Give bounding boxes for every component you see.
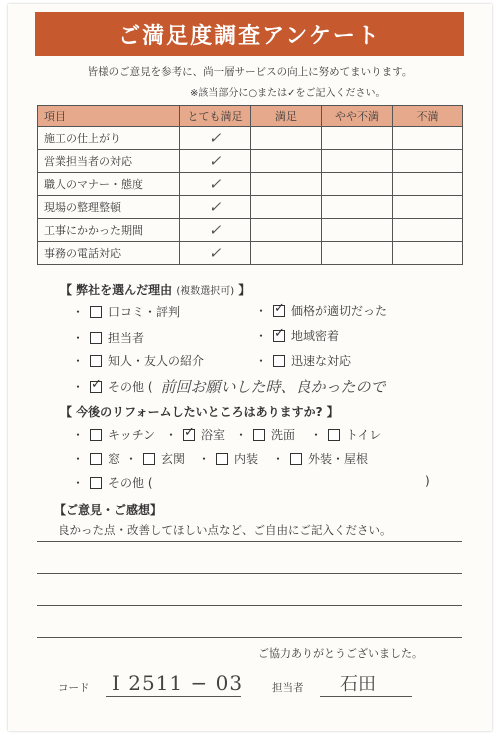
other-reason-handwritten: 前回お願いした時、良かったので [160,378,386,396]
checkbox[interactable] [90,477,102,489]
rating-cell[interactable] [251,196,322,219]
table-row [38,150,463,173]
rating-cell[interactable] [322,150,393,173]
check-mark: ✓ [208,152,222,170]
satisfaction-table [37,105,463,265]
checkbox-checked[interactable] [273,330,285,342]
reform-option-exterior-roof[interactable]: ・ 外装・屋根 [272,452,369,466]
reform-option-window[interactable]: ・ 窓 [72,452,121,466]
rating-cell[interactable] [251,127,322,150]
check-mark: ✓ [208,198,222,216]
rating-cell[interactable] [322,196,393,219]
reform-option-toilet[interactable]: ・ トイレ [310,428,382,442]
header-dissatisfied: 不満 [393,106,463,127]
opinion-heading: 【ご意見・ご感想】 [54,503,163,517]
reform-heading: 【 今後のリフォームしたいところはありますか? 】 [60,405,339,419]
code-underline [106,696,241,697]
rating-cell[interactable] [393,127,463,150]
rating-cell[interactable] [393,196,463,219]
checkbox[interactable] [90,306,102,318]
checkbox[interactable] [90,355,102,367]
header-satisfied: 満足 [251,106,322,127]
rating-cell[interactable] [322,173,393,196]
rating-cell[interactable] [322,127,393,150]
code-value-handwritten: I 2511 − 03 [112,671,244,695]
checkbox[interactable] [90,332,102,344]
table-header-row [38,106,463,127]
reason-option-quick-response[interactable]: ・ 迅速な対応 [255,354,352,368]
checkbox[interactable] [328,429,340,441]
reform-option-other[interactable]: ・ その他 ( [72,476,153,490]
row-item-label: 施工の仕上がり [38,127,180,150]
rating-cell[interactable] [393,173,463,196]
writing-line[interactable] [37,637,462,638]
writing-line[interactable] [37,541,462,542]
checkbox[interactable] [143,453,155,465]
rating-cell[interactable] [180,173,251,196]
checkbox[interactable] [90,429,102,441]
reform-option-entrance[interactable]: ・ 玄関 [125,452,186,466]
reform-option-interior[interactable]: ・ 内装 [198,452,259,466]
staff-underline [320,696,412,697]
rating-cell[interactable] [322,242,393,265]
writing-line[interactable] [37,573,462,574]
opinion-prompt: 良かった点・改善してほしい点など、ご自由にご記入ください。 [58,523,392,537]
code-label: コード [58,682,90,694]
reform-option-bathroom[interactable]: ・ ✓ 浴室 [165,426,225,443]
reform-option-washroom[interactable]: ・ 洗面 [235,428,296,442]
row-item-label: 職人のマナー・態度 [38,173,180,196]
table-row [38,127,463,150]
reason-option-referral[interactable]: ・ 知人・友人の紹介 [72,354,205,368]
checkbox-checked[interactable] [183,429,195,441]
rating-cell[interactable] [393,242,463,265]
reform-option-kitchen[interactable]: ・ キッチン [72,428,156,442]
check-mark: ✓ [208,129,222,147]
table-row [38,242,463,265]
intro-text: 皆様のご意見を参考に、尚一層サービスの向上に努めてまいります。 [87,66,413,78]
table-row [38,173,463,196]
rating-cell[interactable] [180,196,251,219]
reason-option-local[interactable]: ・ ✓ 地域密着 [255,327,339,344]
rating-cell[interactable] [393,150,463,173]
rating-cell[interactable] [393,219,463,242]
check-mark: ✓ [208,221,222,239]
rating-cell[interactable] [180,127,251,150]
checkbox-checked[interactable] [90,381,102,393]
table-row [38,196,463,219]
checkbox[interactable] [290,453,302,465]
survey-title: ご満足度調査アンケート [35,12,464,56]
row-item-label: 工事にかかった期間 [38,219,180,242]
row-item-label: 営業担当者の対応 [38,150,180,173]
reform-other-close-paren: ) [425,474,430,488]
reason-heading: 【 弊社を選んだ理由 (複数選択可) 】 [60,283,251,297]
header-item: 項目 [38,106,180,127]
reason-option-staff[interactable]: ・ 担当者 [72,331,145,345]
thanks-text: ご協力ありがとうございました。 [258,647,423,660]
staff-label: 担当者 [272,682,304,694]
checkbox[interactable] [90,453,102,465]
writing-line[interactable] [37,605,462,606]
table-row [38,219,463,242]
rating-cell[interactable] [251,173,322,196]
reason-heading-note: (複数選択可) [176,286,235,297]
rating-cell[interactable] [251,219,322,242]
checkbox[interactable] [253,429,265,441]
rating-cell[interactable] [180,150,251,173]
instruction-note: ※該当部分に○または✓をご記入ください。 [190,88,386,99]
rating-cell[interactable] [251,150,322,173]
check-mark: ✓ [208,175,222,193]
checkbox[interactable] [216,453,228,465]
checkbox-checked[interactable] [273,305,285,317]
reason-option-price[interactable]: ・ ✓ 価格が適切だった [255,302,387,319]
rating-cell[interactable] [180,242,251,265]
reason-option-other[interactable]: ・ ✓ その他 ( 前回お願いした時、良かったので [72,376,386,397]
row-item-label: 事務の電話対応 [38,242,180,265]
rating-cell[interactable] [322,219,393,242]
header-somewhat-dissatisfied: やや不満 [322,106,393,127]
rating-cell[interactable] [251,242,322,265]
staff-value-handwritten: 石田 [340,674,376,695]
header-very-satisfied: とても満足 [180,106,251,127]
reason-option-word-of-mouth[interactable]: ・ 口コミ・評判 [72,305,181,319]
checkbox[interactable] [273,355,285,367]
check-mark: ✓ [208,244,222,262]
row-item-label: 現場の整理整頓 [38,196,180,219]
rating-cell[interactable] [180,219,251,242]
